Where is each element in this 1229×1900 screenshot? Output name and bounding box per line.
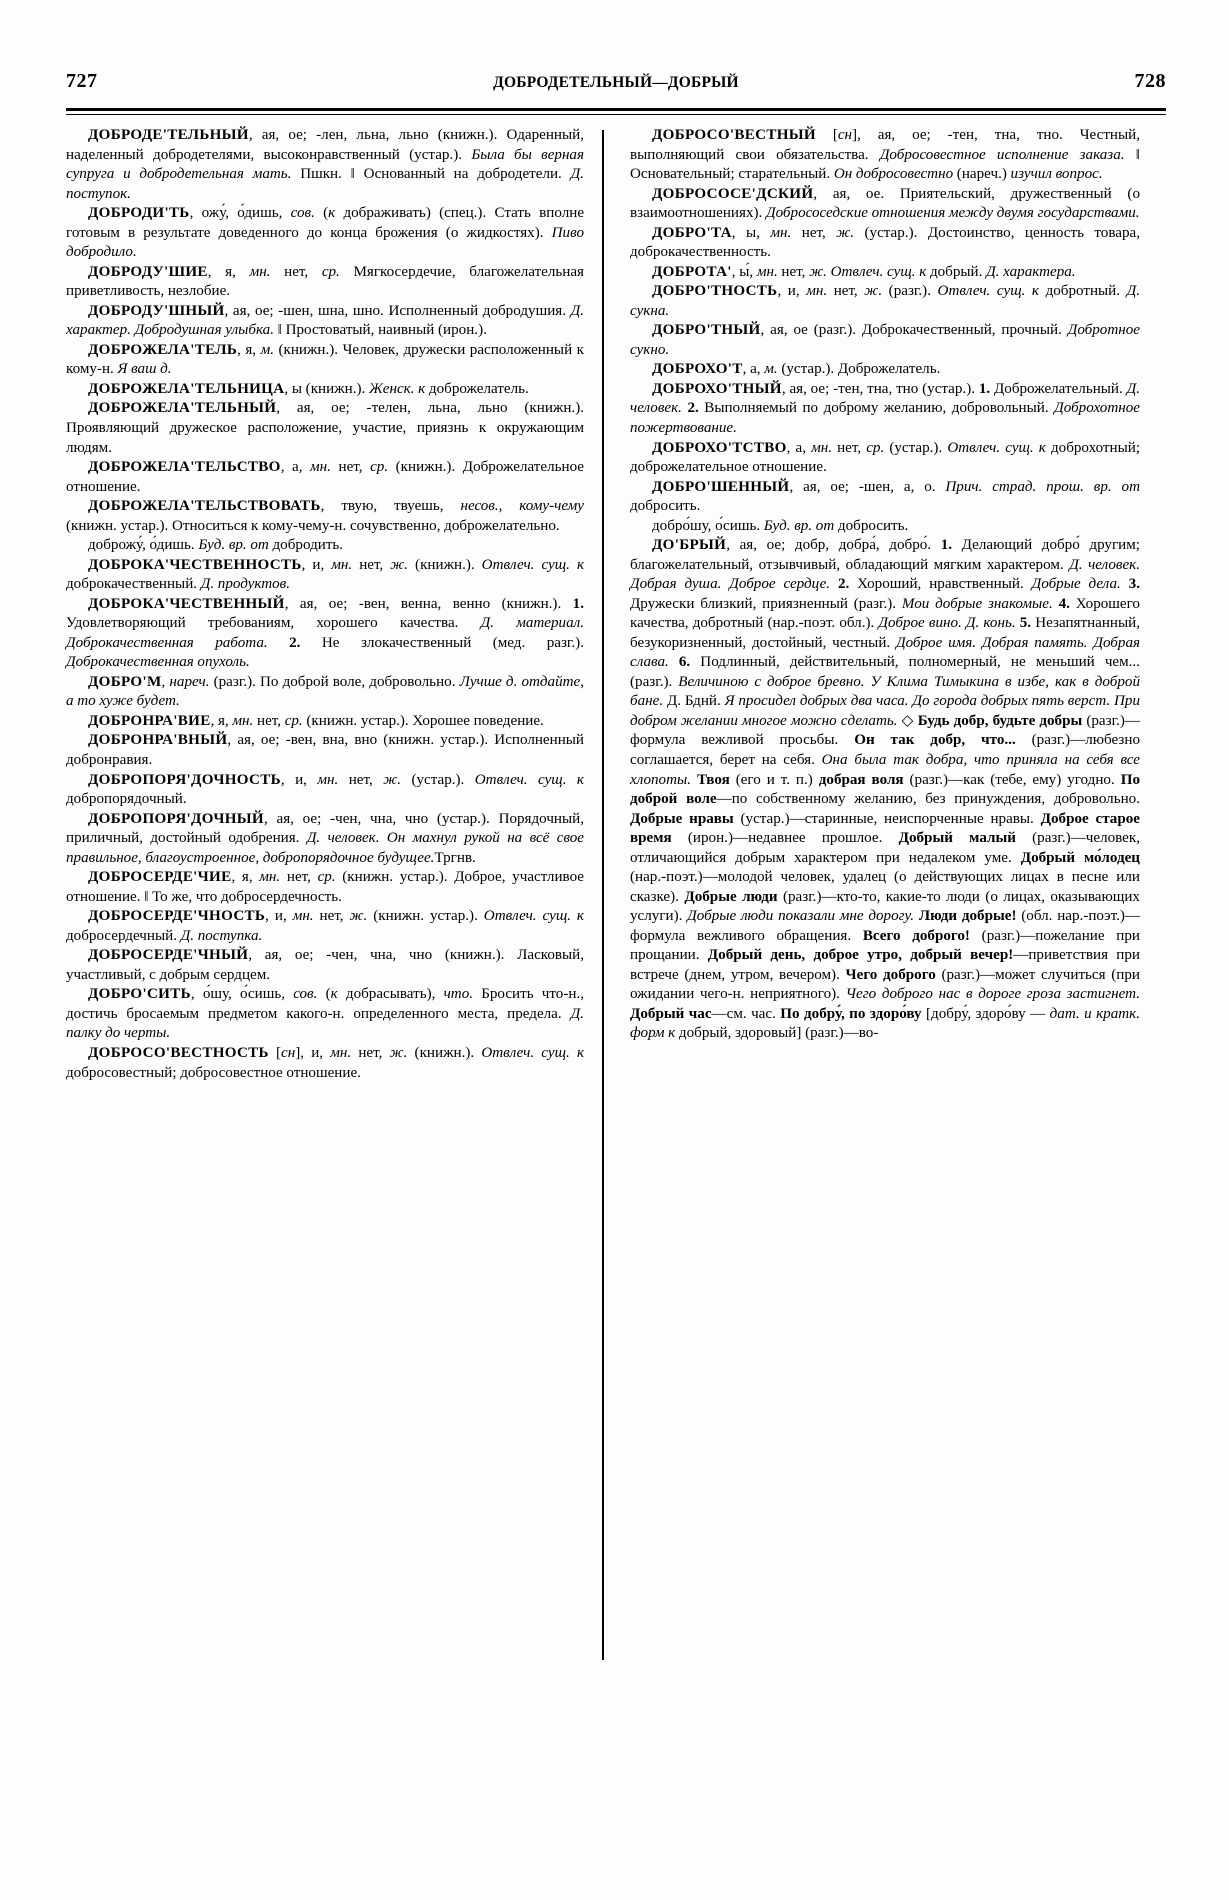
entry-headword: ДОБРО'ТНЫЙ: [652, 322, 761, 339]
entry-headword: ДОБРОНРА'ВНЫЙ: [88, 732, 228, 749]
dictionary-entry: [66, 771, 584, 810]
entry-headword: ДОБРОКА'ЧЕСТВЕННОСТЬ: [88, 556, 302, 573]
entry-definition: , и, мн. нет, ж. (книжн.). Отвлеч. сущ. к доброкачественный. Д. продуктов.: [66, 556, 584, 593]
dictionary-entry: [66, 595, 584, 673]
entry-headword: ДОБРО'ТНОСТЬ: [652, 283, 778, 300]
dictionary-entry: [630, 478, 1140, 517]
entry-headword: ДОБРОСО'ВЕСТНОСТЬ: [88, 1044, 269, 1061]
entry-headword: доброжу́: [88, 537, 143, 554]
entry-definition: , я, м. (книжн.). Человек, дружески расположенный к кому-н. Я ваш д.: [66, 341, 584, 378]
dictionary-entry: [66, 731, 584, 770]
entry-headword: ДОБРО'СИТЬ: [88, 986, 191, 1003]
dictionary-entry: [66, 556, 584, 595]
dictionary-entry: [66, 302, 584, 341]
entry-definition: , а, мн. нет, ср. (книжн.). Доброжелательное отношение.: [66, 459, 585, 495]
header-rule-thick: [66, 108, 1166, 111]
entry-definition: , я, мн. нет, ср. Мягкосердечие, благожелательная приветливость, незлобие.: [66, 263, 585, 300]
dictionary-entry: [630, 536, 1140, 1044]
entry-definition: , ая, ое; -вен, вна, вно (книжн. устар.). Исполненный добронравия.: [66, 732, 584, 768]
dictionary-entry: [630, 282, 1140, 321]
dictionary-entry: [630, 224, 1140, 263]
entry-definition: [сн], и, мн. нет, ж. (книжн.). Отвлеч. сущ. к добросовестный; добросовестное отношение.: [66, 1044, 585, 1081]
entry-definition: , твую, твуешь, несов., кому-чему (книжн. устар.). Относиться к кому-чему-н. сочувственно, доброжелательно.: [66, 498, 584, 534]
dictionary-entry: [66, 1044, 584, 1083]
entry-headword: ДОБРОСЕРДЕ'ЧИЕ: [88, 869, 232, 886]
entry-headword: ДОБРОХО'ТСТВО: [652, 439, 787, 456]
dictionary-entry: [66, 985, 584, 1044]
dictionary-entry: [630, 360, 1140, 380]
header-rule-thin: [66, 114, 1166, 115]
columns-container: [66, 126, 1166, 1766]
dictionary-entry: [66, 263, 584, 302]
entry-definition: , ая, ое; -шен, шна, шно. Исполненный добродушия. Д. характер. Добродушная улыбка. ‖ Простоватый, наивный (ирон.).: [66, 302, 584, 339]
column-left: [66, 126, 602, 1766]
entry-headword: ДОБРОНРА'ВИЕ: [88, 712, 211, 729]
dictionary-entry: [630, 263, 1140, 283]
entry-headword: ДОБРОСОСЕ'ДСКИЙ: [652, 185, 814, 202]
entry-definition: , а, мн. нет, ср. (устар.). Отвлеч. сущ. к доброхотный; доброжелательное отношение.: [630, 439, 1141, 476]
dictionary-entry: [630, 380, 1140, 439]
dictionary-entry: [630, 321, 1140, 360]
dictionary-entry: [630, 439, 1140, 478]
entry-definition: , о́сишь. Буд. вр. от добросить.: [707, 517, 909, 534]
entry-definition: , нареч. (разг.). По доброй воле, добровольно. Лучше д. отдайте, а то хуже будет.: [66, 673, 585, 710]
entry-headword: ДОБРОЖЕЛА'ТЕЛЬ: [88, 341, 238, 358]
entry-definition: , и, мн. нет, ж. (разг.). Отвлеч. сущ. к добротный. Д. сукна.: [630, 283, 1140, 319]
entry-definition: , а, м. (устар.). Доброжелатель.: [742, 361, 941, 378]
dictionary-entry: [630, 185, 1140, 224]
dictionary-entry: [66, 497, 584, 536]
running-head: [66, 70, 1166, 98]
entry-list-right: [630, 126, 1140, 1044]
dictionary-entry: [66, 712, 584, 732]
entry-headword: ДОБРОДУ'ШНЫЙ: [88, 302, 225, 319]
entry-definition: , ая, ое; -лен, льна, льно (книжн.). Одаренный, наделенный добродетелями, высоконравственный (устар.). Была бы верная супруга и добродетельная мать. Пшкн. ‖ Основанный на добродетели. Д. поступок.: [66, 127, 584, 202]
dictionary-entry: [66, 204, 584, 263]
entry-headword: ДОБРОСЕРДЕ'ЧНОСТЬ: [88, 908, 266, 925]
entry-definition: [сн], ая, ое; -тен, тна, тно. Честный, выполняющий свои обязательства. Добросовестное исполнение заказа. ‖ Основательный; старательный. Он добросовестно (нареч.) изучил вопрос.: [630, 127, 1140, 183]
entry-list-left: [66, 126, 584, 1083]
column-right: [604, 126, 1140, 1766]
entry-definition: , ая, ое. Приятельский, дружественный (о взаимоотношениях). Добрососедские отношения между двумя государствами.: [630, 185, 1140, 222]
entry-headword: ДО'БРЫЙ: [652, 537, 727, 554]
entry-headword: ДОБРОПОРЯ'ДОЧНЫЙ: [88, 810, 264, 827]
entry-headword: ДОБРО'М: [88, 673, 162, 690]
entry-headword: ДОБРОТА': [652, 263, 732, 280]
entry-headword: ДОБРОСО'ВЕСТНЫЙ: [652, 127, 816, 143]
entry-definition: , ы́, мн. нет, ж. Отвлеч. сущ. к добрый. Д. характера.: [731, 263, 1076, 280]
entry-headword: ДОБРОЖЕЛА'ТЕЛЬСТВОВАТЬ: [88, 498, 321, 515]
entry-definition: , ая, ое; -шен, а, о. Прич. страд. прош. вр. от добросить.: [630, 478, 1140, 515]
entry-definition: , ая, ое; -телен, льна, льно (книжн.). Проявляющий дружеское расположение, участие, приязнь к окружающим людям.: [66, 400, 584, 456]
entry-definition: , ы, мн. нет, ж. (устар.). Достоинство, ценность товара, доброкачественность.: [630, 224, 1140, 261]
entry-definition: , ожу́, о́дишь, сов. (к дображивать) (спец.). Стать вполне готовым в результате доведенного до конца брожения (о жидкостях). Пиво добродило.: [66, 205, 585, 261]
entry-definition: , ая, ое; добр, добра́, добро́. 1. Делающий добро́ другим; благожелательный, отзывчивый, обладающий мягким характером. Д. человек. Добрая душа. Доброе сердце. 2. Хороший, нравственный. Добрые дела. 3. Дружески близкий, приязненный (разг.). Мои добрые знакомые. 4. Хорошего качества, добротный (нар.-поэт. обл.). Доброе вино. Д. конь. 5. Незапятнанный, безукоризненный, достойный, честный. Доброе имя. Добрая память. Добрая слава. 6. Подлинный, действительный, полномерный, не меньший чем... (разг.). Величиною с доброе бревно. У Клима Тимыкина в избе, как в доброй бане. Д. Бднй. Я просидел добрых два часа. До города добрых пять верст. При добром желании многое можно сделать. ◇ Будь добр, будьте добры (разг.)—формула вежливой просьбы. Он так добр, что... (разг.)—любезно соглашается, берет на себя. Она была так добра, что приняла на себя все хлопоты. Твоя (его и т. п.) добрая воля (разг.)—как (тебе, ему) угодно. По доброй воле—по собственному желанию, без принуждения, добровольно. Добрые нравы (устар.)—старинные, неиспорченные нравы. Доброе старое время (ирон.)—недавнее прошлое. Добрый малый (разг.)—человек, отличающийся добрым характером при недалеком уме. Добрый мо́лодец (нар.-поэт.)—молодой человек, удалец (о действующих лицах в песне или сказке). Добрые люди (разг.)—кто-то, какие-то люди (о лицах, оказывающих услуги). Добрые люди показали мне дорогу. Люди добрые! (обл. нар.-поэт.)—формула вежливого обращения. Всего доброго! (разг.)—пожелание при прощании. Добрый день, доброе утро, добрый вечер!—приветствия при встрече (днем, утром, вечером). Чего доброго (разг.)—может случиться (при ожидании чего-н. неприятного). Чего доброго нас в дороге гроза застигнет. Добрый час—см. час. По добру́, по здоро́ву [добру́, здоро́ву — дат. и кратк. форм к добрый, здоровый] (разг.)—во-: [630, 537, 1141, 1042]
dictionary-entry: [630, 126, 1140, 185]
entry-headword: ДОБРОКА'ЧЕСТВЕННЫЙ: [88, 595, 285, 612]
dictionary-entry: [66, 458, 584, 497]
folio-left: 727: [66, 70, 98, 92]
entry-headword: добро́шу: [652, 517, 708, 534]
entry-definition: , я, мн. нет, ср. (книжн. устар.). Доброе, участливое отношение. ‖ То же, что добросердечность.: [66, 869, 584, 905]
entry-headword: ДОБРОДУ'ШИЕ: [88, 263, 208, 280]
dictionary-entry: [66, 907, 584, 946]
dictionary-entry: [66, 536, 584, 556]
entry-headword: ДОБРО'ШЕННЫЙ: [652, 478, 790, 495]
entry-definition: , о́шу, о́сишь, сов. (к добрасывать), что. Бросить что-н., достичь бросаемым предметом какого-н. определенного места, предела. Д. палку до черты.: [66, 986, 584, 1042]
entry-headword: ДОБРОХО'ТНЫЙ: [652, 380, 782, 397]
entry-headword: ДОБРОДЕ'ТЕЛЬНЫЙ: [88, 127, 249, 143]
folio-right: 728: [1134, 70, 1166, 92]
entry-headword: ДОБРОЖЕЛА'ТЕЛЬНЫЙ: [88, 400, 277, 417]
entry-definition: , ая, ое; -чен, чна, чно (устар.). Порядочный, приличный, достойный одобрения. Д. человек. Он махнул рукой на всё свое правильное, благоустроенное, добропорядочное будущее.Тргнв.: [66, 810, 585, 866]
dictionary-entry: [66, 341, 584, 380]
dictionary-entry: [66, 673, 584, 712]
entry-headword: ДОБРО'ТА: [652, 224, 732, 241]
entry-definition: , ая, ое; -тен, тна, тно (устар.). 1. Доброжелательный. Д. человек. 2. Выполняемый по доброму желанию, добровольный. Доброхотное пожертвование.: [630, 380, 1140, 436]
entry-headword: ДОБРОХО'Т: [652, 361, 743, 378]
dictionary-entry: [66, 946, 584, 985]
dictionary-entry: [66, 399, 584, 458]
entry-definition: , ая, ое; -чен, чна, чно (книжн.). Ласковый, участливый, с добрым сердцем.: [66, 947, 584, 983]
entry-definition: , ая, ое; -вен, венна, венно (книжн.). 1. Удовлетворяющий требованиям, хорошего качества. Д. материал. Доброкачественная работа. 2. Не злокачественный (мед. разг.). Доброкачественная опухоль.: [66, 595, 584, 671]
entry-headword: ДОБРОЖЕЛА'ТЕЛЬНИЦА: [88, 380, 285, 397]
entry-definition: , ы (книжн.). Женск. к доброжелатель.: [284, 380, 529, 397]
entry-definition: , ая, ое (разг.). Доброкачественный, прочный. Добротное сукно.: [630, 322, 1140, 358]
dictionary-entry: [66, 380, 584, 400]
page-title: ДОБРОДЕТЕЛЬНЫЙ—ДОБРЫЙ: [493, 74, 739, 91]
dictionary-entry: [66, 126, 584, 204]
entry-headword: ДОБРОПОРЯ'ДОЧНОСТЬ: [88, 771, 281, 788]
dictionary-entry: [66, 810, 584, 869]
entry-headword: ДОБРОДИ'ТЬ: [88, 205, 190, 222]
entry-definition: , и, мн. нет, ж. (устар.). Отвлеч. сущ. к добропорядочный.: [66, 771, 584, 808]
entry-headword: ДОБРОСЕРДЕ'ЧНЫЙ: [88, 947, 249, 964]
entry-headword: ДОБРОЖЕЛА'ТЕЛЬСТВО: [88, 459, 281, 476]
dictionary-entry: [630, 517, 1140, 537]
dictionary-entry: [66, 868, 584, 907]
entry-definition: , о́дишь. Буд. вр. от добродить.: [142, 537, 344, 554]
entry-definition: , и, мн. нет, ж. (книжн. устар.). Отвлеч. сущ. к добросердечный. Д. поступка.: [66, 908, 584, 944]
entry-definition: , я, мн. нет, ср. (книжн. устар.). Хорошее поведение.: [210, 712, 544, 729]
